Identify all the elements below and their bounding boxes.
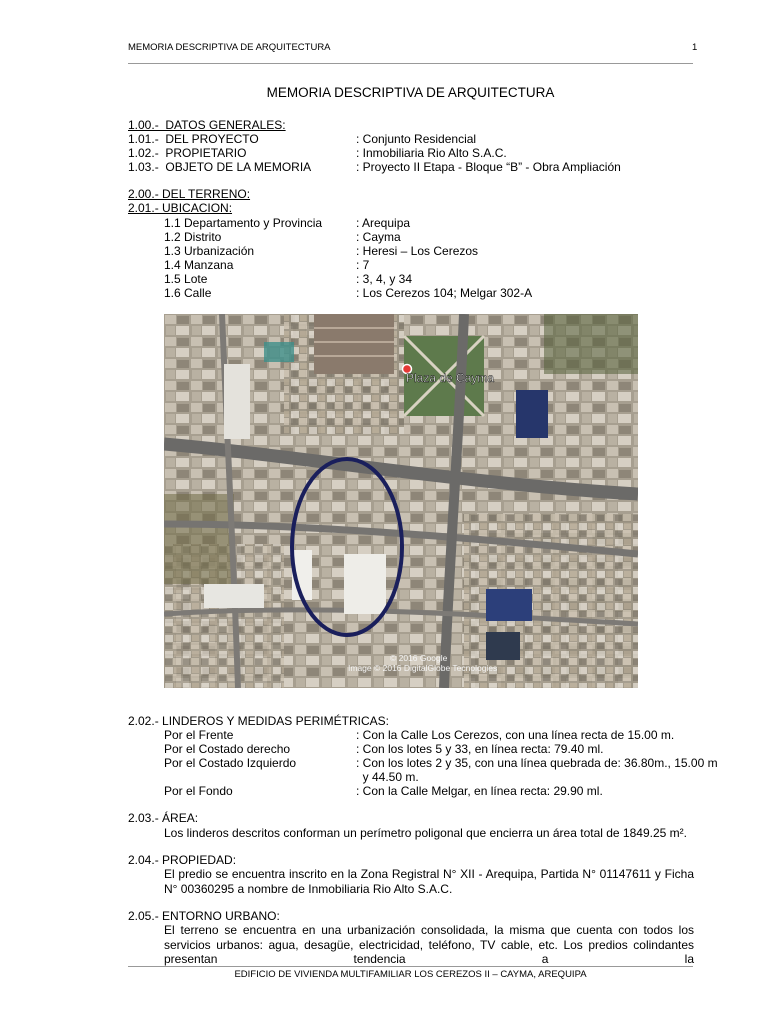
running-footer: EDIFICIO DE VIVIENDA MULTIFAMILIAR LOS CEREZOS II – CAYMA, AREQUIPA [234,969,587,980]
datos-row-label: 1.03.- OBJETO DE LA MEMORIA [128,160,312,174]
datos-row-value: : Proyecto II Etapa - Bloque “B” - Obra Ampliación [356,160,621,174]
linderos-row-label: Por el Fondo [164,784,233,798]
ubicacion-row-value: : Heresi – Los Cerezos [356,244,479,258]
linderos-row-label: Por el Costado Izquierdo [164,756,297,770]
area-paragraph: Los linderos descritos conforman un perímetro poligonal que encierra un área total de 1849.25 m². [164,826,687,840]
ubicacion-row-value: : Los Cerezos 104; Melgar 302-A [356,286,533,300]
datos-row-value: : Conjunto Residencial [356,132,477,146]
entorno-heading: 2.05.- ENTORNO URBANO: [128,909,280,923]
linderos-row-value: : Con los lotes 5 y 33, en línea recta: 79.40 ml. [356,742,604,756]
linderos-row-value: : Con la Calle Melgar, en línea recta: 29.90 ml. [356,784,603,798]
section-terreno-heading: 2.00.- DEL TERRENO: [128,187,251,201]
ubicacion-row-label: 1.3 Urbanización [164,244,255,258]
linderos-row-value: : Con los lotes 2 y 35, con una línea quebrada de: 36.80m., 15.00 m [356,756,718,770]
ubicacion-row-label: 1.5 Lote [164,272,208,286]
ubicacion-heading: 2.01.- UBICACION: [128,201,233,215]
linderos-heading: 2.02.- LINDEROS Y MEDIDAS PERIMÉTRICAS: [128,714,389,728]
ubicacion-row-label: 1.6 Calle [164,286,212,300]
document-title: MEMORIA DESCRIPTIVA DE ARQUITECTURA [266,85,555,100]
running-header-title: MEMORIA DESCRIPTIVA DE ARQUITECTURA [128,42,331,53]
map-copyright: © 2016 Google [390,653,448,663]
ubicacion-row-value: : 7 [356,258,370,272]
propiedad-heading: 2.04.- PROPIEDAD: [128,853,237,867]
propiedad-paragraph: El predio se encuentra inscrito en la Zona Registral N° XII - Arequipa, Partida N° 01147611 y Ficha N° 00360295 a nombre de Inmobiliaria Rio Alto S.A.C. [164,867,694,896]
header-divider [128,63,693,64]
ubicacion-row-label: 1.1 Departamento y Provincia [164,216,323,230]
section-datos-generales-heading: 1.00.- DATOS GENERALES: [128,118,286,132]
ubicacion-row-value: : Cayma [356,230,401,244]
map-place-label: Plaza de Cayma [406,371,495,385]
map-image-credit: Image © 2016 DigitalGlobe Tecnologies [348,663,498,673]
page-number: 1 [692,42,698,53]
ubicacion-row-label: 1.2 Distrito [164,230,222,244]
linderos-row-label: Por el Frente [164,728,234,742]
satellite-location-map [164,314,638,688]
footer-divider [128,966,693,967]
linderos-row-value-continuation: y 44.50 m. [356,770,419,784]
datos-row-label: 1.01.- DEL PROYECTO [128,132,259,146]
ubicacion-row-label: 1.4 Manzana [164,258,234,272]
datos-row-value: : Inmobiliaria Rio Alto S.A.C. [356,146,507,160]
area-heading: 2.03.- ÁREA: [128,811,199,825]
ubicacion-row-value: : 3, 4, y 34 [356,272,413,286]
linderos-row-label: Por el Costado derecho [164,742,291,756]
satellite-map-graphic [164,314,638,688]
entorno-paragraph: El terreno se encuentra en una urbanización consolidada, la misma que cuenta con todos los servicios urbanos: agua, desagüe, electricidad, teléfono, TV cable, etc. Los predios colindantes presentan tendencia a la [164,923,694,967]
linderos-row-value: : Con la Calle Los Cerezos, con una línea recta de 15.00 m. [356,728,675,742]
ubicacion-row-value: : Arequipa [356,216,411,230]
datos-row-label: 1.02.- PROPIETARIO [128,146,247,160]
